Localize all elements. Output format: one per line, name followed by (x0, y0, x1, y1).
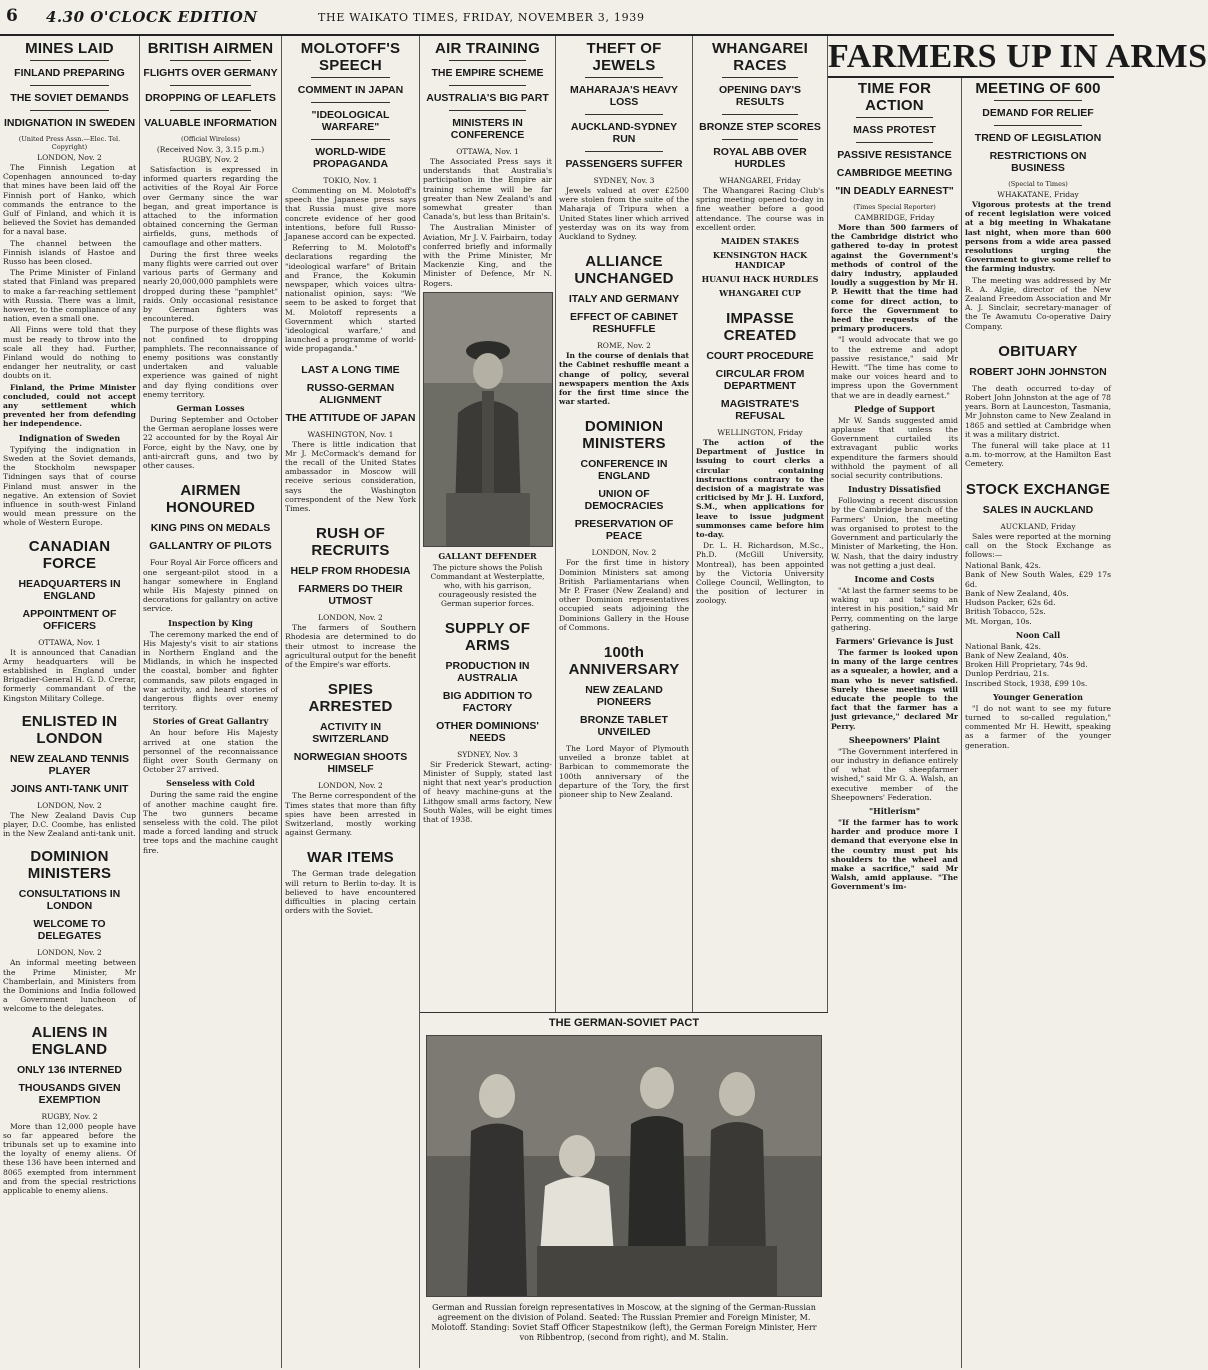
subheadline: FLIGHTS OVER GERMANY (143, 67, 278, 79)
paragraph: Four Royal Air Force officers and one sergeant-pilot stood in a hangar somewhere in England while His Majesty pinned on decorations for gallantry on active service. (143, 558, 278, 614)
column-2 (140, 36, 282, 1368)
masthead (0, 0, 1114, 36)
subheadline: PRODUCTION IN AUSTRALIA (445, 659, 530, 684)
stock-list (965, 642, 1111, 688)
stock-line: Broken Hill Proprietary, 74s 9d. (965, 660, 1088, 670)
paragraph: The death occurred to-day of Robert John Johnston at the age of 78 years. Born at Launceston, Tasmania, Mr Johnston came to New Zealand in 1865 and settled at Cambridge when it was a military district. (965, 383, 1111, 439)
page-number: 6 (6, 6, 18, 26)
dateline: WHANGAREI, Friday (719, 176, 801, 185)
dateline: OTTAWA, Nov. 1 (38, 637, 101, 647)
stock-line: Inscribed Stock, 1938, £99 10s. (965, 678, 1088, 688)
paragraph: The Prime Minister of Finland stated that Finland was prepared to make a far-reaching settlement with Russia. There was a limit, however, to the compliance of any nation, even a small one. (3, 268, 136, 324)
subheadline: UNION OF DEMOCRACIES (584, 488, 664, 513)
paragraph: The farmer is looked upon in many of the large centres as a squealer, a howler, and a man who is never satisfied. Surely these meetings will educate the people to the fact that the farmer has a just grievance," declared Mr Perry. (831, 647, 958, 731)
credit-line: (United Press Assn.—Elec. Tel. Copyright) (18, 135, 121, 151)
subheadline: LAST A LONG TIME (301, 363, 400, 376)
dateline: AUCKLAND, Friday (1000, 521, 1076, 531)
dateline: SYDNEY, Nov. 3 (457, 749, 518, 759)
paragraph: An informal meeting between the Prime Minister, Mr Chamberlain, and Ministers from the Dominions and India followed a Government luncheon of welcome to the delegates. (3, 958, 136, 1014)
subheadline: RESTRICTIONS ON BUSINESS (989, 150, 1087, 174)
paragraph: In the course of denials that the Cabinet reshuffle meant a change of policy, several newspapers mention the Axis for the first time since the war started. (559, 351, 689, 407)
dateline: ROME, Nov. 2 (597, 341, 651, 351)
paragraph: Following a recent discussion by the Cambridge branch of the Farmers' Union, the meeting was organised to protest to the Government and particularly the Minister of Marketing, the Hon. W. Nash, that the dairy industry was not getting a just deal. (831, 496, 958, 570)
subheadline: APPOINTMENT OF OFFICERS (22, 607, 117, 632)
subheadline: ACTIVITY IN SWITZERLAND (312, 721, 389, 746)
subheadline: FARMERS DO THEIR UTMOST (298, 583, 403, 608)
subheadline: KING PINS ON MEDALS (150, 522, 271, 535)
stock-list (965, 561, 1111, 625)
subheadline: TREND OF LEGISLATION (974, 132, 1102, 144)
subheadline: CAMBRIDGE MEETING (836, 167, 953, 179)
paragraph: "If the farmer has to work harder and produce more I demand that everyone else in the country must put his shoulders to the wheel and make a sacrifice," said Mr Walsh, amid applause. "The Government's im- (831, 817, 958, 892)
subheadline: JOINS ANTI-TANK UNIT (10, 782, 129, 795)
paragraph: "I would advocate that we go to the extreme and adopt passive resistance," said Mr Hewitt. "The time has come to make our voices heard and to impress upon the Government that we are in deadly earnest." (831, 335, 958, 400)
subheadline: WELCOME TO DELEGATES (33, 918, 106, 943)
paragraph: "The Government interfered in our industry in defiance entirely of what the sheepfarmer wished," said Mr G. A. Walsh, an executive member of the Sheepowners' Federation. (831, 746, 958, 802)
paragraph: The funeral will take place at 11 a.m. to-morrow, at the Hamilton East Cemetery. (965, 441, 1111, 469)
headline: MOLOTOFF'S SPEECH (300, 40, 401, 74)
race-title: HUANUI HACK HURDLES (701, 274, 819, 285)
subheadline: AUCKLAND-SYDNEY RUN (570, 121, 678, 145)
subheadline: HEADQUARTERS IN ENGLAND (18, 577, 121, 602)
subheadline: SALES IN AUCKLAND (982, 503, 1094, 516)
headline: OBITUARY (998, 342, 1078, 360)
subheadline: OTHER DOMINIONS' NEEDS (436, 719, 539, 744)
subheadline: BIG ADDITION TO FACTORY (442, 689, 533, 714)
column-3 (282, 36, 420, 1368)
subheadline: THE SOVIET DEMANDS (10, 92, 129, 104)
subheadline: BRONZE STEP SCORES (699, 121, 821, 133)
dateline: SYDNEY, Nov. 3 (593, 176, 655, 185)
subheadline: ROYAL ABB OVER HURDLES (713, 146, 807, 170)
subheadline: HELP FROM RHODESIA (290, 565, 411, 578)
subheadline: THE ATTITUDE OF JAPAN (285, 411, 416, 424)
paragraph: Typifying the indignation in Sweden at the Soviet demands, the Stockholm newspaper Tidningen says that of course Finland must answer in the negative. An extension of Soviet influence in south-west Finland would mean pressure on the whole of Western Europe. (3, 444, 136, 528)
banner-headline-box (828, 36, 1208, 78)
subheadline: RUSSO-GERMAN ALIGNMENT (306, 381, 395, 406)
headline: MEETING OF 600 (975, 80, 1101, 97)
paragraph: The action of the Department of Justice in issuing to court clerks a circular containing instructions contrary to the decision of a magistrate was criticised by Mr J. H. Luxford, S.M., when applications for leave to issue judgment summonses came before him to-day. (696, 438, 824, 540)
subheadline: ONLY 136 INTERNED (16, 1063, 123, 1076)
subheadline: THE EMPIRE SCHEME (431, 67, 544, 79)
subheadline: DROPPING OF LEAFLETS (145, 92, 276, 104)
paragraph: The Whangarei Racing Club's spring meeting opened to-day in fine weather before a good attendance. The course was in excellent order. (696, 186, 824, 232)
subheadline: MINISTERS IN CONFERENCE (450, 117, 525, 141)
stock-line: British Tobacco, 52s. (965, 607, 1046, 617)
dateline: LONDON, Nov. 2 (318, 613, 383, 623)
dateline: WELLINGTON, Friday (717, 428, 803, 438)
subheadline: NEW ZEALAND TENNIS PLAYER (10, 752, 129, 777)
headline: WAR ITEMS (307, 849, 394, 867)
headline: BRITISH AIRMEN (147, 40, 274, 57)
subheadline: ITALY AND GERMANY (568, 293, 680, 306)
dateline: LONDON, Nov. 2 (591, 548, 657, 558)
paragraph: Jewels valued at over £2500 were stolen from the suite of the Maharaja of Tripura when a United States liner which arrived yesterday was on its way from Auckland to Sydney. (559, 186, 689, 242)
headline: ALLIANCE UNCHANGED (574, 253, 674, 288)
subheadline: PASSIVE RESISTANCE (837, 149, 952, 161)
section-subhead: Industry Dissatisfied (848, 484, 941, 495)
credit-line: (Times Special Reporter) (853, 203, 936, 211)
dateline: CAMBRIDGE, Friday (854, 213, 935, 222)
headline: CANADIAN FORCE (28, 537, 111, 572)
paragraph: More than 12,000 people have so far appeared before the tribunals set up to examine into the loyalty of enemy aliens. Of these 136 have been interned and 8065 exempted from internment and from the special restrictions applicable to enemy aliens. (3, 1121, 136, 1195)
subheadline: GALLANTRY OF PILOTS (149, 540, 272, 553)
subheadline: "IN DEADLY EARNEST" (835, 185, 954, 197)
paragraph: More than 500 farmers of the Cambridge district who gathered to-day in protest against the Government's methods of control of the dairy industry, applauded loudly a suggestion by Mr H. P. Hewitt that the time had come for direct action, to force the Government to heed the requests of the primary producers. (831, 223, 958, 334)
column-1 (0, 36, 140, 1368)
photo-gallant-defender (423, 292, 553, 547)
stock-line: Hudson Packer, 62s 6d. (965, 598, 1056, 608)
section-subhead: Pledge of Support (854, 403, 935, 414)
subheadline: NEW ZEALAND PIONEERS (585, 684, 663, 709)
section-subhead: "Hitlerism" (869, 805, 920, 816)
dateline: OTTAWA, Nov. 1 (456, 147, 519, 156)
stock-line: Bank of New Zealand, 40s. (965, 650, 1069, 660)
headline: SPIES ARRESTED (308, 681, 393, 716)
soldier-photo-icon (424, 293, 552, 546)
headline: AIRMEN HONOURED (165, 482, 256, 517)
paragraph: The meeting was addressed by Mr R. A. Algie, director of the New Zealand Freedom Association and Mr A. J. Sinclair, secretary-manager of the Te Awamutu Co-operative Dairy Company. (965, 275, 1111, 331)
dateline: LONDON, Nov. 2 (37, 948, 102, 958)
paragraph: The farmers of Southern Rhodesia are determined to do their utmost to increase the agricultural output for the benefit of the Empire's war efforts. (285, 623, 416, 670)
race-title: KENSINGTON HACK HANDICAP (712, 250, 808, 271)
subheadline: AUSTRALIA'S BIG PART (426, 92, 549, 104)
dateline: RUGBY, Nov. 2 (41, 1111, 98, 1121)
paragraph: Mr W. Sands suggested amid applause that unless the Government curtailed its extravagant public works expenditure the farmers should withhold the payment of all social security contributions. (831, 415, 958, 481)
column-8 (962, 36, 1114, 1368)
race-title: WHANGAREI CUP (719, 288, 801, 299)
paragraph: During the first three weeks many flights were carried out over various parts of Germany and nearly 20,000,000 pamphlets were dropped during these "pamphlet" raids. Only occasional resistance by German fighters was encountered. (143, 249, 278, 324)
paragraph: The Berne correspondent of the Times states that more than fifty spies have been arrested in Switzerland, mostly working against Germany. (285, 791, 416, 838)
subheadline: BRONZE TABLET UNVEILED (580, 714, 668, 739)
subheadline: WORLD-WIDE PROPAGANDA (312, 146, 389, 170)
paragraph: Dr. L. H. Richardson, M.Sc., Ph.D. (McGill University, Montreal), has been appointed by the Victoria University College Council, Wellington, to the position of lecturer in zoology. (696, 541, 824, 606)
paragraph: During September and October the German aeroplane losses were 22 accounted for by the Royal Air Force, eight by the Navy, one by anti-aircraft guns, and two by other causes. (143, 415, 278, 471)
article-body (3, 163, 136, 429)
paragraph: Satisfaction is expressed in informed quarters regarding the activities of the Royal Air Force over Germany since the war began, and great importance is attached to the information obtained concerning the German airfields, guns, methods of camouflage and other matters. (143, 165, 278, 248)
paragraph: The Associated Press says it understands that Australia's participation in the Empire air training scheme will be far greater than New Zealand's and somewhat greater than Canada's, but less than Britain's. (423, 157, 552, 222)
subheadline: PRESERVATION OF PEACE (574, 518, 674, 543)
section-subhead: Indignation of Sweden (18, 432, 121, 443)
headline: IMPASSE CREATED (723, 310, 797, 345)
subheadline: CIRCULAR FROM DEPARTMENT (715, 368, 805, 393)
subheadline: FINLAND PREPARING (14, 67, 125, 79)
paragraph: An hour before His Majesty arrived at one station the personnel of the reconnaissance flight over South Germany on October 27 arrived. (143, 728, 278, 775)
stock-line: Bank of New South Wales, £29 17s 6d. (965, 570, 1111, 589)
subheadline: COURT PROCEDURE (706, 350, 814, 363)
paragraph: Referring to M. Molotoff's declarations regarding the "ideological warfare" of Britain and France, the Kokumin newspaper, which voices ultra-nationalist opinion, says: "We seem to be asked to forget that M. Molotoff represents a Government which started 'ideological warfare,' and launched a programme of world-wide propaganda." (285, 243, 416, 354)
paragraph: The Finnish Legation at Copenhagen announced to-day that mines have been laid off the Finnish port of Hanko, which commands the entrance to the Gulf of Finland, and which it is believed the Soviet has demanded for a naval base. (3, 163, 136, 237)
headline: MINES LAID (25, 40, 114, 57)
newspaper-title: THE WAIKATO TIMES, FRIDAY, NOVEMBER 3, 1939 (318, 11, 645, 24)
section-subhead: Stories of Great Gallantry (152, 716, 269, 727)
column-7 (828, 36, 962, 1368)
paragraph: For the first time in history Dominion Ministers sat among British Parliamentarians when Mr P. Fraser (New Zealand) and other Dominion representatives occupied seats adjoining the Dominions Gallery in the House of Commons. (559, 558, 689, 632)
paragraph: The German trade delegation will return to Berlin to-day. It is believed to have encountered difficulties in placing certain orders with the Soviet. (285, 869, 416, 916)
photo-caption: The picture shows the Polish Commandant at Westerplatte, who, with his garrison, courageously resisted the German superior forces. (430, 562, 545, 608)
paragraph: There is little indication that Mr J. McCormack's demand for the recall of the United States ambassador in Moscow will receive serious consideration, says the Washington correspondent of the New York Times. (285, 439, 416, 514)
subheadline: MASS PROTEST (853, 124, 936, 136)
section-subhead: Income and Costs (854, 573, 935, 584)
paragraph: The New Zealand Davis Cup player, D.C. Coombe, has enlisted in the New Zealand anti-tank unit. (3, 810, 136, 839)
paragraph: During the same raid the engine of another machine caught fire. The two gunners became senseless with the cold. The pilot made a forced landing and struck tree tops and the machine caught fire. (143, 790, 278, 855)
subheadline: THOUSANDS GIVEN EXEMPTION (18, 1081, 121, 1106)
subheadline: MAHARAJA'S HEAVY LOSS (570, 84, 678, 108)
headline: TIME FOR ACTION (857, 80, 932, 114)
paragraph: All Finns were told that they must be ready to throw into the scale all they had. Further, Finland would do nothing to endanger her neutrality, or cast doubts on it. (3, 325, 136, 381)
paragraph: It is announced that Canadian Army headquarters will be established in England under Brigadier-General H. G. D. Crerar, formerly commandant of the Kingston Military College. (3, 647, 136, 703)
stock-line: Bank of New Zealand, 40s. (965, 588, 1069, 598)
subheadline: VALUABLE INFORMATION (144, 117, 277, 129)
section-subhead: Inspection by King (168, 617, 253, 628)
photo-caption-title: GALLANT DEFENDER (438, 550, 537, 561)
subheadline: CONFERENCE IN ENGLAND (580, 458, 668, 483)
headline: DOMINION MINISTERS (582, 418, 666, 453)
paragraph: The channel between the Finnish islands of Hastoe and Russo has been closed. (3, 238, 136, 267)
paragraph: Commenting on M. Molotoff's speech the Japanese press says that Russia must give more concrete evidence of her good intentions, before full Russo-Japanese accord can be expected. (285, 186, 416, 242)
stock-line: Dunlop Perdriau, 21s. (965, 669, 1050, 679)
paragraph: Finland, the Prime Minister concluded, could not accept any settlement which prevented her from defending her independence. (3, 382, 136, 429)
dateline: TOKIO, Nov. 1 (323, 176, 378, 185)
headline: ENLISTED IN LONDON (21, 712, 118, 747)
section-subhead: Younger Generation (993, 691, 1083, 702)
photo-heading: THE GERMAN-SOVIET PACT (548, 1017, 700, 1029)
paragraph: The ceremony marked the end of His Majesty's visit to air stations in Northern England and the Midlands, in which he inspected the coastal, bomber and fighter commands, saw pilots engaged in war activity, and heard stories of dangerous flights over enemy territory. (143, 629, 278, 713)
headline: STOCK EXCHANGE (965, 480, 1111, 498)
paragraph: Vigorous protests at the trend of recent legislation were voiced at a big meeting in Whakatane last night, when more than 600 persons from a wide area passed resolutions urging the Government to give some relief to the farming industry. (965, 200, 1111, 274)
headline: ALIENS IN ENGLAND (31, 1023, 108, 1058)
subheadline: CONSULTATIONS IN LONDON (18, 888, 121, 913)
pact-photo (426, 1035, 822, 1297)
headline: THEFT OF JEWELS (586, 40, 662, 74)
stock-line: National Bank, 42s. (965, 561, 1041, 571)
headline: WHANGAREI RACES (712, 40, 808, 74)
paragraph: "I do not want to see my future turned to so-called regulation," commented Mr H. Hewitt, speaking as a farmer of the younger generation. (965, 703, 1111, 750)
section-subhead: Sheepowners' Plaint (848, 734, 941, 745)
subheadline: DEMAND FOR RELIEF (982, 107, 1094, 119)
section-subhead: Farmers' Grievance is Just (835, 635, 954, 646)
paragraph: The purpose of these flights was not confined to dropping pamphlets. The reconnaissance of enemy positions was constantly undertaken and valuable experience was gained of night and day flying conditions over enemy territory. (143, 325, 278, 399)
subheadline: NORWEGIAN SHOOTS HIMSELF (293, 751, 408, 776)
paragraph: Sales were reported at the morning call on the Stock Exchange as follows:— (965, 531, 1111, 560)
edition-label: 4.30 O'CLOCK EDITION (46, 8, 258, 26)
subheadline: PASSENGERS SUFFER (565, 158, 683, 170)
headline: RUSH OF RECRUITS (311, 525, 390, 560)
paragraph: "At last the farmer seems to be waking up and taking an interest in his position," said Mr Perry, commenting on the large gathering. (831, 585, 958, 632)
headline: AIR TRAINING (435, 40, 540, 57)
subheadline: ROBERT JOHN JOHNSTON (969, 365, 1107, 378)
received-line: (Received Nov. 3, 3.15 p.m.) (156, 145, 265, 154)
credit-line: (Special to Times) (1008, 180, 1068, 188)
stock-line: Mt. Morgan, 10s. (965, 616, 1032, 626)
subheadline: OPENING DAY'S RESULTS (718, 84, 802, 108)
banner-headline: FARMERS UP IN ARMS (828, 38, 1208, 75)
credit-line: (Official Wireless) (180, 135, 241, 143)
paragraph: The Australian Minister of Aviation, Mr J. V. Fairbairn, today conferred briefly and informally with the Prime Minister, Mr Mackenzie King, and the Minister of Defence, Mr N. Rogers. (423, 223, 552, 288)
subheadline: MAGISTRATE'S REFUSAL (720, 398, 800, 423)
dateline: LONDON, Nov. 2 (318, 781, 383, 791)
subheadline: EFFECT OF CABINET RESHUFFLE (570, 311, 678, 336)
race-title: MAIDEN STAKES (720, 236, 800, 247)
section-subhead: Noon Call (1015, 629, 1061, 640)
subheadline: "IDEOLOGICAL WARFARE" (311, 109, 390, 133)
paragraph: Sir Frederick Stewart, acting-Minister of Supply, stated last night that next year's production of heavy machine-guns at the Lithgow small arms factory, New South Wales, will be eight times that of 1938. (423, 759, 552, 825)
section-subhead: Senseless with Cold (166, 778, 255, 789)
german-soviet-pact-box (420, 1012, 828, 1369)
section-subhead: German Losses (176, 403, 245, 414)
dateline: WASHINGTON, Nov. 1 (307, 429, 394, 439)
dateline: RUGBY, Nov. 2 (182, 155, 239, 164)
headline: SUPPLY OF ARMS (444, 619, 531, 654)
signing-ceremony-photo-icon (427, 1036, 821, 1296)
subheadline: COMMENT IN JAPAN (297, 84, 404, 96)
paragraph: The Lord Mayor of Plymouth unveiled a bronze tablet at Barbican to commemorate the 100th anniversary of the departure of the Tory, the first pioneer ship to New Zealand. (559, 744, 689, 800)
stock-line: National Bank, 42s. (965, 641, 1041, 651)
subheadline: INDIGNATION IN SWEDEN (3, 117, 136, 129)
headline: DOMINION MINISTERS (27, 848, 112, 883)
dateline: LONDON, Nov. 2 (37, 153, 102, 162)
headline: 100th ANNIVERSARY (568, 644, 680, 679)
pact-photo-caption: German and Russian foreign representatives in Moscow, at the signing of the German-Russian agreement on the division of Poland. Seated: The Russian Premier and Foreign Minister, M. Molotoff. Standing: Soviet Staff Officer Stapestnikow (left), the German Foreign Minister, Herr von Ribbentrop, (second from right), and M. Stalin. (431, 1303, 817, 1342)
dateline: LONDON, Nov. 2 (37, 800, 102, 810)
dateline: WHAKATANE, Friday (997, 190, 1079, 199)
